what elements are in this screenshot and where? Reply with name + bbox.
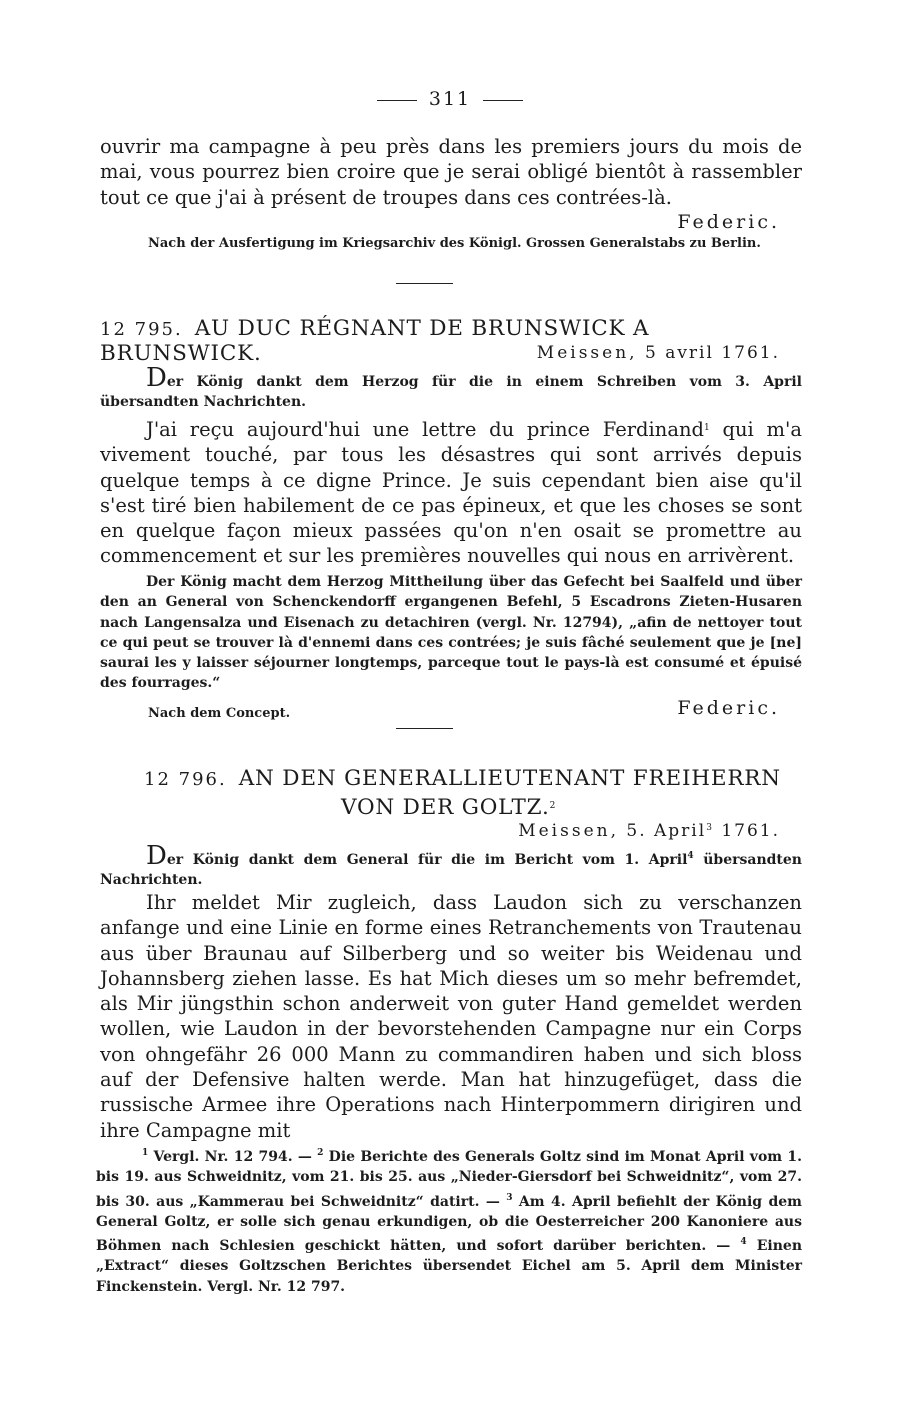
footnotes [96, 1143, 802, 1297]
section-divider [396, 283, 453, 284]
footnote-1-text: Vergl. Nr. 12 794. — [148, 1149, 318, 1165]
section-divider-2 [396, 728, 453, 729]
letter-12796-heading-line1 [100, 766, 802, 793]
letter-12796-date-part2: 1761. [713, 821, 780, 841]
letter-12796-body [100, 890, 802, 1143]
letter-12796-place: Meissen, [518, 821, 619, 841]
footnote-ref-1: 1 [704, 423, 710, 433]
letter-12795-signature: Federic. [677, 697, 780, 719]
letter-12796-summary-part1: er König dankt dem General für die im Bericht vom 1. April [166, 852, 688, 868]
letter-12795-text-part2: qui m'a vivement touché, par tous les désastres qui sont arrivés depuis quelque temps à ce digne Prince. Je suis cependant bien aise qu'il s'est tiré bien habilement de ce pas épineux, et que les choses se sont en quelque façon mieux passées qu'on n'en osait se promettre au commencement et sur les premières nouvelles qui nous en arrivèrent. [100, 418, 802, 568]
opening-paragraph [100, 134, 802, 210]
opening-text: ouvrir ma campagne à peu près dans les premiers jours du mois de mai, vous pourrez bien croire que je serai obligé bientôt à rassembler tout ce que j'ai à présent de troupes dans ces contrées-là. [100, 135, 802, 209]
footnote-1-mark: 1 [142, 1148, 149, 1158]
letter-12796-title-line1: AN DEN GENERALLIEUTENANT FREIHERRN [238, 766, 781, 791]
footnote-ref-3: 3 [706, 823, 714, 833]
letter-12795-paragraph [100, 416, 802, 569]
letter-12795-postscript-text: Der König macht dem Herzog Mittheilung über das Gefecht bei Saalfeld und über den an General von Schenckendorff ergangenen Befehl, 5 Escadrons Zieten-Husaren nach Langensalza und Eisenach zu detachiren (vergl. Nr. 12794), „afin de nettoyer tout ce qui peut se trouver là d'ennemi dans ces contrées; je suis fâché seulement que je [ne] saurai les y laisser séjourner longtemps, parceque tout le pays-là est consumé et épuisé des fourrages.“ [100, 574, 802, 692]
letter-12796-title-line2: VON DER GOLTZ. [341, 795, 550, 820]
footnote-3-mark: 3 [506, 1192, 513, 1203]
opening-source-note: Nach der Ausfertigung im Kriegsarchiv des Königl. Grossen Generalstabs zu Berlin. [148, 236, 761, 251]
page-number-text: 311 [428, 88, 472, 110]
letter-12795-dateline [537, 343, 780, 363]
footnote-ref-2: 2 [549, 801, 557, 811]
letter-12795-postscript [100, 572, 802, 694]
letter-12796-date-part1: 5. April [626, 821, 707, 841]
footnote-3-text: Am 4. April befiehlt der König dem General Goltz, er solle sich genau erkundigen, ob die Oesterreicher 200 Kanoniere aus Böhmen nach Schlesien geschickt hätten, und sofort darüber berichten. — [96, 1193, 802, 1255]
page-number-dash-right [483, 100, 523, 101]
letter-12795-source-note: Nach dem Concept. [148, 706, 291, 721]
letter-12796-summary [100, 841, 802, 891]
letter-12795-summary-text: er König dankt dem Herzog für die in einem Schreiben vom 3. April übersandten Nachrichten. [100, 374, 802, 411]
footnotes-text [96, 1143, 802, 1297]
letter-12796-number: 12 796. [144, 769, 227, 790]
footnote-4-text: Einen „Extract“ dieses Goltzschen Berichtes übersendet Eichel am 5. April dem Minister Finckenstein. Vergl. Nr. 12 797. [96, 1238, 802, 1295]
letter-12795-title: AU DUC RÉGNANT DE BRUNSWICK A BRUNSWICK. [100, 316, 650, 366]
letter-12795-summary [100, 363, 802, 413]
letter-12796-heading [100, 766, 802, 821]
letter-12795-number: 12 795. [100, 319, 183, 340]
page-number-dash-left [377, 100, 417, 101]
letter-12795-date: 5 avril 1761. [644, 343, 780, 363]
letter-12795-place: Meissen, [536, 343, 638, 363]
letter-12795-summary-dropcap: D [146, 363, 167, 393]
letter-12796-summary-part2: übersandten Nachrichten. [100, 852, 802, 889]
letter-12795-text-part1: J'ai reçu aujourd'hui une lettre du prince Ferdinand [146, 418, 705, 441]
footnote-4-mark: 4 [740, 1237, 747, 1248]
letter-12796-summary-dropcap: D [146, 841, 167, 871]
letter-12796-heading-line2 [100, 793, 802, 821]
footnote-2-text: Die Berichte des Generals Goltz sind im Monat April vom 1. bis 19. aus Schweidnitz, vom 21. bis 25. aus „Nieder-Giersdorf bei Schweidnitz“, vom 27. bis 30. aus „Kammerau bei Schweidnitz“ datirt. — [96, 1149, 802, 1210]
footnote-ref-4: 4 [687, 851, 694, 861]
letter-12796-paragraph: Ihr meldet Mir zugleich, dass Laudon sich zu verschanzen anfange und eine Linie en forme eines Retranchements von Trautenau aus über Braunau auf Silberberg und so weiter bis Weidenau und Johannsberg ziehen lasse. Es hat Mich dieses um so mehr befremdet, als Mir jüngsthin schon anderweit von guter Hand gemeldet werden wollen, wie Laudon in der bevorstehenden Campagne nur ein Corps von ohngefähr 26 000 Mann zu commandiren haben und sich bloss auf der Defensive halten werde. Man hat hinzugefüget, dass die russische Armee ihre Operations nach Hinterpommern dirigiren und ihre Campagne mit [100, 891, 802, 1142]
page-number [0, 88, 900, 110]
footnote-2-mark: 2 [317, 1148, 324, 1158]
letter-12795-body [100, 416, 802, 569]
opening-signature: Federic. [677, 211, 780, 233]
letter-12796-dateline [518, 821, 780, 841]
